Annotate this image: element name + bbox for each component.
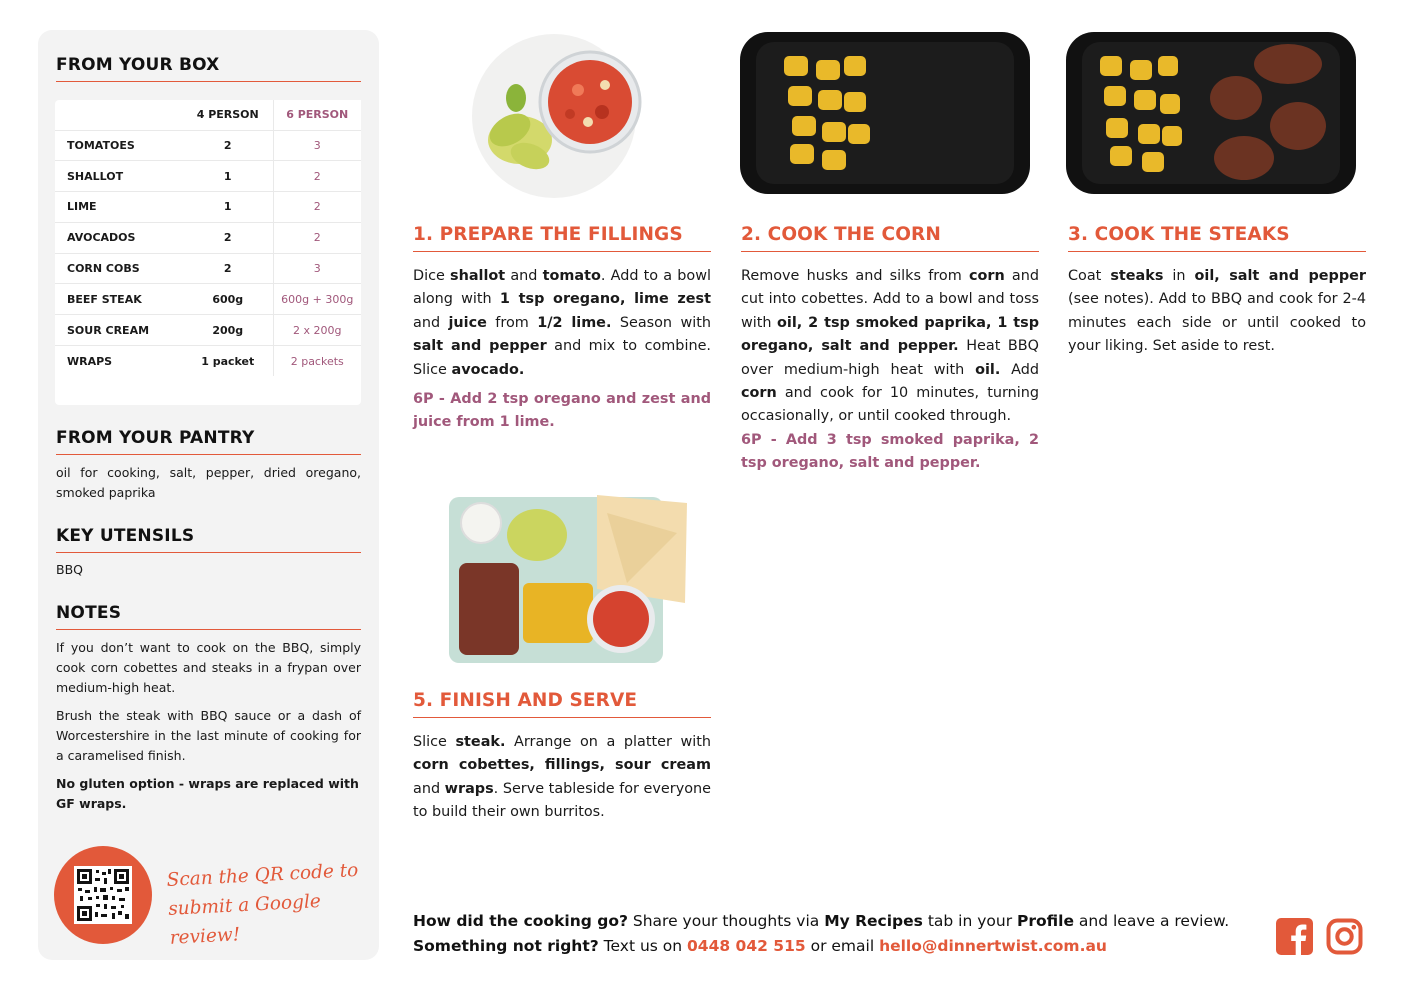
table-header-6-person: 6 PERSON [273,100,361,130]
qr-code-icon[interactable] [74,866,132,924]
table-row [55,315,361,346]
ingredient-4p: 1 [183,161,273,192]
step-5-title: 5. FINISH AND SERVE [413,690,711,718]
table-row [55,192,361,223]
ingredient-name: SOUR CREAM [55,315,183,346]
ingredient-4p: 200g [183,315,273,346]
step-1-instructions: Dice shallot and tomato. Add to a bowl along with 1 tsp oregano, lime zest and juice from 1/2 lime. Season with salt and pepper and mix to combine. Slice avocado. [413,268,711,378]
notes-paragraph-1: If you don’t want to cook on the BBQ, simply cook corn cobettes and steaks in a frypan over medium-high heat. [56,640,361,695]
step-5 [413,690,711,825]
step-3 [1068,224,1366,359]
ingredient-name: AVOCADOS [55,222,183,253]
feedback-line-1: How did the cooking go? Share your thoughts via My Recipes tab in your Profile and leave a review. [413,912,1230,930]
table-row [55,130,361,161]
ingredient-4p: 1 [183,192,273,223]
instagram-icon[interactable] [1326,918,1363,955]
ingredient-6p: 600g + 300g [273,284,361,315]
table-row [55,161,361,192]
table-row [55,284,361,315]
sidebar-panel [38,30,379,960]
ingredient-name: SHALLOT [55,161,183,192]
ingredient-name: TOMATOES [55,130,183,161]
utensils-heading: KEY UTENSILS [56,526,361,553]
step-1-title: 1. PREPARE THE FILLINGS [413,224,711,252]
ingredient-name: LIME [55,192,183,223]
ingredient-name: CORN COBS [55,253,183,284]
qr-badge[interactable] [54,846,152,944]
table-row [55,222,361,253]
ingredient-name: WRAPS [55,346,183,377]
ingredients-table [55,100,361,376]
ingredient-4p: 2 [183,253,273,284]
step-2-title: 2. COOK THE CORN [741,224,1039,252]
table-header-4-person: 4 PERSON [196,108,259,122]
ingredient-6p: 3 [273,253,361,284]
step-2-six-person-note: 6P - Add 3 tsp smoked paprika, 2 tsp oregano, salt and pepper. [741,431,1039,472]
notes-heading: NOTES [56,603,361,630]
platter-photo [447,493,689,665]
qr-review-prompt [166,856,370,953]
email-link[interactable]: hello@dinnertwist.com.au [879,937,1107,955]
ingredient-name: BEEF STEAK [55,284,183,315]
ingredient-4p: 1 packet [183,346,273,377]
utensils-text: BBQ [56,562,83,577]
feedback-line-2: Something not right? Text us on 0448 042 515 or email hello@dinnertwist.com.au [413,937,1107,955]
ingredient-6p: 2 [273,222,361,253]
step-2 [741,224,1039,476]
step-2-instructions: Remove husks and silks from corn and cut into cobettes. Add to a bowl and toss with oil, 2 tsp smoked paprika, 1 tsp oregano, salt and pepper. Heat BBQ over medium-high heat with oil. Add corn and cook for 10 minutes, turning occasionally, or until cooked through. [741,268,1040,425]
notes-paragraph-3: No gluten option - wraps are replaced with GF wraps. [56,776,359,811]
qr-prompt-line-1: Scan the QR code to [166,859,359,891]
ingredient-4p: 2 [183,130,273,161]
facebook-icon[interactable] [1276,918,1313,955]
step-3-title: 3. COOK THE STEAKS [1068,224,1366,252]
ingredient-4p: 2 [183,222,273,253]
table-row [55,346,361,377]
ingredient-6p: 2 packets [273,346,361,377]
step-5-instructions: Slice steak. Arrange on a platter with corn cobettes, fillings, sour cream and wraps. Serve tableside for everyone to build their own burritos. [413,734,711,821]
pantry-text: oil for cooking, salt, pepper, dried oregano, smoked paprika [56,465,361,500]
notes-paragraph-2: Brush the steak with BBQ sauce or a dash of Worcestershire in the last minute of cooking for a caramelised finish. [56,708,361,763]
phone-link[interactable]: 0448 042 515 [687,937,806,955]
ingredient-6p: 2 x 200g [273,315,361,346]
ingredient-6p: 2 [273,192,361,223]
pantry-heading: FROM YOUR PANTRY [56,428,361,455]
ingredient-4p: 600g [183,284,273,315]
step-3-instructions: Coat steaks in oil, salt and pepper (see notes). Add to BBQ and cook for 2-4 minutes each side or until cooked to your liking. Set aside to rest. [1068,268,1366,355]
table-row [55,253,361,284]
steaks-bbq-photo [1066,30,1356,195]
ingredient-6p: 2 [273,161,361,192]
feedback-footer [413,909,1243,959]
ingredients-card [55,100,361,405]
fillings-photo [470,30,650,200]
corn-bbq-photo [740,30,1030,195]
ingredient-6p: 3 [273,130,361,161]
from-your-box-heading: FROM YOUR BOX [56,55,361,82]
table-header-name [55,100,183,130]
qr-prompt-line-2: submit a Google review! [167,890,322,949]
step-1 [413,224,711,435]
step-1-six-person-note: 6P - Add 2 tsp oregano and zest and juice from 1 lime. [413,391,711,431]
